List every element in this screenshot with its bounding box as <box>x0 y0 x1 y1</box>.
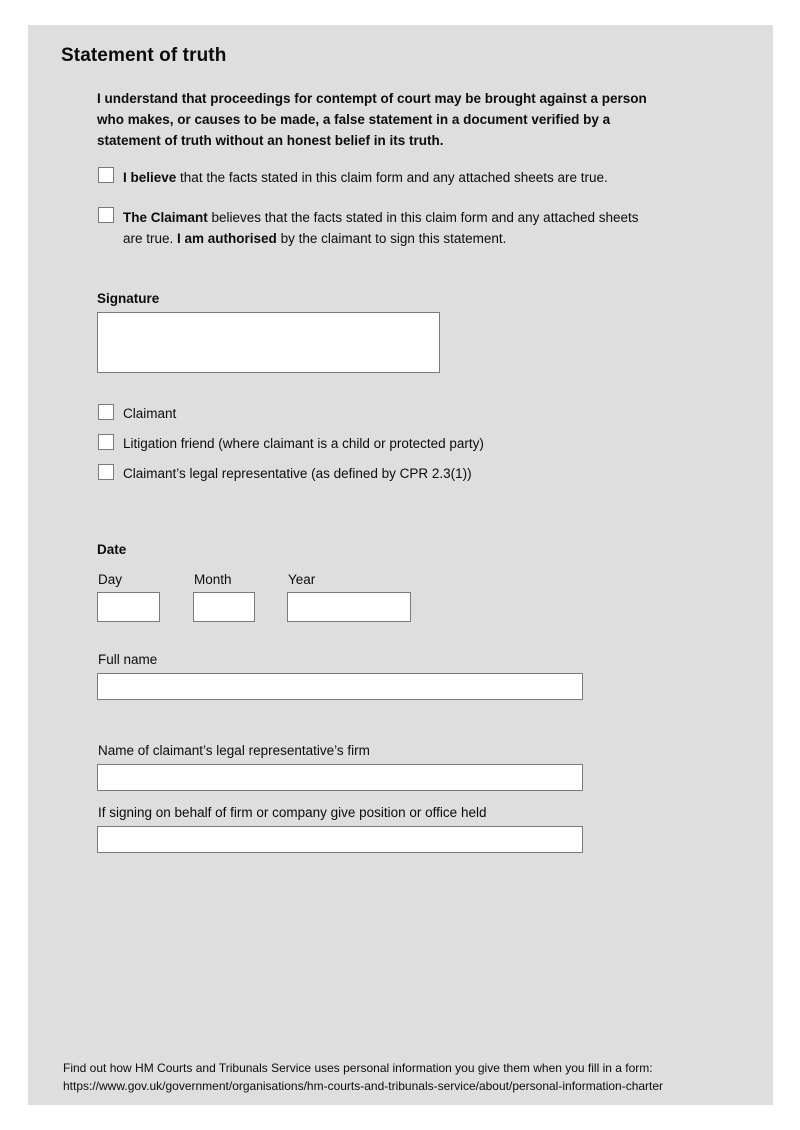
date-label: Date <box>97 542 127 557</box>
claimant-believes-text-2: are true. <box>123 231 178 246</box>
litigation-friend-checkbox[interactable] <box>98 434 114 450</box>
claimant-believes-checkbox[interactable] <box>98 207 114 223</box>
full-name-input[interactable] <box>97 673 583 700</box>
claimant-believes-text-1: believes that the facts stated in this claim form and any attached sheets <box>207 210 639 225</box>
i-believe-rest-text: that the facts stated in this claim form and any attached sheets are true. <box>176 170 608 185</box>
claimant-role-label: Claimant <box>123 406 177 421</box>
statement-of-truth-panel <box>28 25 773 1105</box>
claimant-role-checkbox[interactable] <box>98 404 114 420</box>
contempt-warning-line-3: statement of truth without an honest belief in its truth. <box>97 133 444 148</box>
position-held-label: If signing on behalf of firm or company give position or office held <box>98 805 487 820</box>
i-believe-option-label <box>123 167 608 188</box>
signature-input[interactable] <box>97 312 440 373</box>
contempt-warning-line-1: I understand that proceedings for contempt of court may be brought against a person <box>97 91 647 106</box>
legal-representative-role-row <box>98 464 698 482</box>
i-believe-bold-text: I believe <box>123 170 177 185</box>
claimant-believes-line-2 <box>123 228 639 249</box>
month-input[interactable] <box>193 592 255 622</box>
year-input[interactable] <box>287 592 411 622</box>
personal-information-footer <box>63 1059 753 1095</box>
year-label: Year <box>288 572 316 587</box>
i-believe-option-row <box>98 167 738 188</box>
firm-name-label: Name of claimant’s legal representative’s firm <box>98 743 370 758</box>
position-held-input[interactable] <box>97 826 583 853</box>
claimant-believes-line-1 <box>123 207 639 228</box>
footer-charter-url[interactable]: https://www.gov.uk/government/organisations/hm-courts-and-tribunals-service/about/personal-information-charter <box>63 1079 664 1093</box>
full-name-label: Full name <box>98 652 158 667</box>
claimant-believes-option-row <box>98 207 758 249</box>
claimant-believes-text-3: by the claimant to sign this statement. <box>276 231 507 246</box>
litigation-friend-label: Litigation friend (where claimant is a child or protected party) <box>123 436 484 451</box>
legal-representative-checkbox[interactable] <box>98 464 114 480</box>
signature-label: Signature <box>97 291 160 306</box>
firm-name-input[interactable] <box>97 764 583 791</box>
claimant-believes-option-label <box>123 207 639 249</box>
page-title: Statement of truth <box>61 45 227 66</box>
claimant-believes-bold-text: The Claimant <box>123 210 208 225</box>
authorised-bold-text: I am authorised <box>177 231 277 246</box>
claimant-role-row <box>98 404 698 422</box>
month-label: Month <box>194 572 232 587</box>
litigation-friend-role-row <box>98 434 698 452</box>
day-label: Day <box>98 572 123 587</box>
day-input[interactable] <box>97 592 160 622</box>
contempt-warning-line-2: who makes, or causes to be made, a false statement in a document verified by a <box>97 112 611 127</box>
legal-representative-label: Claimant’s legal representative (as defined by CPR 2.3(1)) <box>123 466 472 481</box>
footer-line-1: Find out how HM Courts and Tribunals Service uses personal information you give them when you fill in a form: <box>63 1061 653 1075</box>
contempt-warning-text <box>97 88 745 151</box>
i-believe-checkbox[interactable] <box>98 167 114 183</box>
